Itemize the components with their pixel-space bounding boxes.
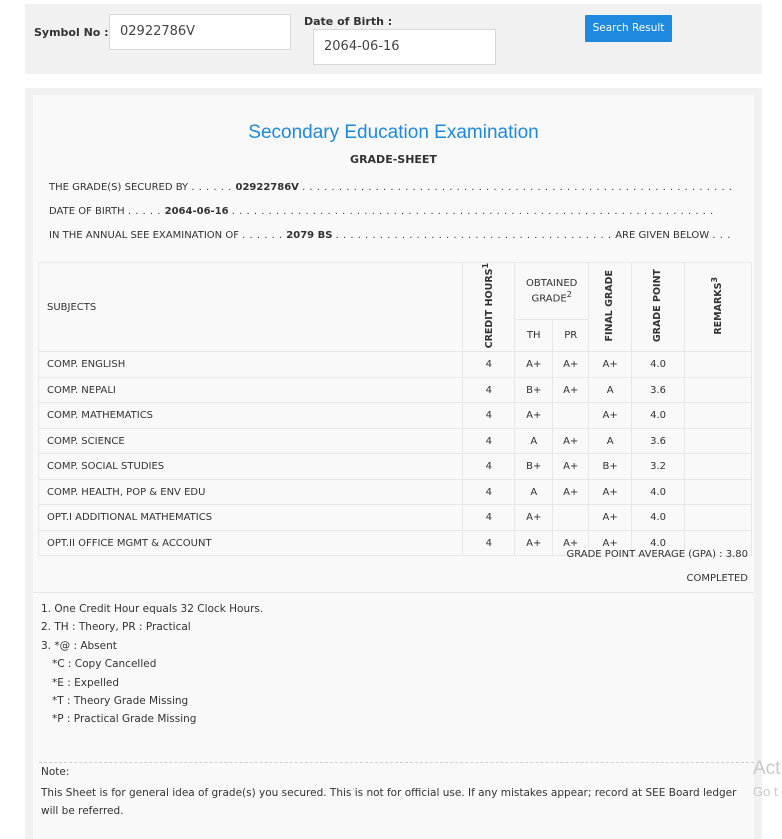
final-grade-cell: B+ [589, 454, 632, 480]
subjects-header: SUBJECTS [39, 263, 463, 352]
final-grade-cell: A+ [589, 530, 632, 556]
subject-cell: COMP. HEALTH, POP & ENV EDU [39, 479, 463, 505]
table-row [39, 377, 752, 403]
remarks-header: REMARKS$^3$ [685, 263, 752, 352]
credit-cell: 4 [463, 377, 515, 403]
exam-line: IN THE ANNUAL SEE EXAMINATION OF . . . . . . 2079 BS . . . . . . . . . . . . . . . . . . . . . . . . . . . . . . . . . . . . . . ARE GIVEN BELOW . . . [49, 230, 731, 241]
symbol-input[interactable]: 02922786V [109, 14, 291, 50]
subject-cell: OPT.II OFFICE MGMT & ACCOUNT [39, 530, 463, 556]
activation-watermark: Act [753, 758, 781, 779]
exam-prefix: IN THE ANNUAL SEE EXAMINATION OF [49, 230, 239, 241]
table-row [39, 454, 752, 480]
legend-notes [41, 600, 263, 729]
subject-cell: COMP. MATHEMATICS [39, 403, 463, 429]
credit-cell: 4 [463, 352, 515, 378]
obtained-grade-header: OBTAINED GRADE$^2$ [515, 263, 589, 320]
remarks-cell [685, 454, 752, 480]
note-item: 1. One Credit Hour equals 32 Clock Hours. [41, 603, 264, 615]
table-row [39, 428, 752, 454]
th-grade-cell: A [515, 428, 553, 454]
final-grade-cell: A+ [589, 352, 632, 378]
subject-cell: COMP. NEPALI [39, 377, 463, 403]
note-item: 2. TH : Theory, PR : Practical [41, 621, 191, 634]
remarks-cell [685, 479, 752, 505]
credit-cell: 4 [463, 403, 515, 429]
note-item: 3. *@ : Absent [41, 639, 117, 652]
divider [33, 592, 754, 593]
search-result-button[interactable]: Search Result [585, 15, 672, 42]
table-row [39, 505, 752, 531]
search-panel [25, 4, 762, 74]
pr-header: PR [553, 319, 589, 352]
table-row [39, 352, 752, 378]
symbol-label: Symbol No : [34, 26, 109, 39]
final-grade-cell: A+ [589, 403, 632, 429]
gpa-value: GRADE POINT AVERAGE (GPA) : 3.80 [566, 549, 748, 560]
subject-cell: OPT.I ADDITIONAL MATHEMATICS [39, 505, 463, 531]
pr-grade-cell: A+ [553, 377, 589, 403]
pr-grade-cell: A+ [553, 530, 589, 556]
note-item: *E : Expelled [52, 676, 120, 689]
subject-cell: COMP. ENGLISH [39, 352, 463, 378]
grade-point-cell: 4.0 [632, 530, 685, 556]
remarks-cell [685, 505, 752, 531]
pr-grade-cell: A+ [553, 479, 589, 505]
subject-cell: COMP. SCIENCE [39, 428, 463, 454]
grade-point-cell: 3.6 [632, 377, 685, 403]
credit-cell: 4 [463, 454, 515, 480]
remarks-cell [685, 352, 752, 378]
table-row [39, 403, 752, 429]
grade-sheet-title: GRADE-SHEET [350, 153, 437, 166]
dashed-divider [39, 762, 754, 763]
dob-prefix: DATE OF BIRTH [49, 206, 125, 217]
dob-value: 2064-06-16 [164, 206, 229, 217]
final-grade-cell: A [589, 377, 632, 403]
th-grade-cell: A+ [515, 505, 553, 531]
grade-point-cell: 3.6 [632, 428, 685, 454]
credit-hours-header: CREDIT HOURS$^1$ [463, 263, 515, 352]
note-text: This Sheet is for general idea of grade(s) you secured. This is not for official use. If any mistakes appear; record at SEE Board ledger will be referred. [41, 787, 737, 817]
final-grade-cell: A+ [589, 505, 632, 531]
note-item: *P : Practical Grade Missing [52, 713, 197, 726]
grade-point-header: GRADE POINT [632, 263, 685, 352]
th-grade-cell: A+ [515, 403, 553, 429]
grade-sheet [33, 95, 754, 839]
final-grade-cell: A+ [589, 479, 632, 505]
credit-cell: 4 [463, 505, 515, 531]
pr-grade-cell [553, 403, 589, 429]
th-grade-cell: A+ [515, 530, 553, 556]
secured-by-prefix: THE GRADE(S) SECURED BY [49, 182, 189, 193]
exam-suffix: ARE GIVEN BELOW [615, 230, 710, 241]
secured-by-value: 02922786V [235, 182, 299, 193]
credit-cell: 4 [463, 530, 515, 556]
pr-grade-cell [553, 505, 589, 531]
final-grade-cell: A [589, 428, 632, 454]
pr-grade-cell: A+ [553, 454, 589, 480]
credit-cell: 4 [463, 479, 515, 505]
grade-point-cell: 4.0 [632, 403, 685, 429]
note-item: *C : Copy Cancelled [52, 658, 157, 671]
pr-grade-cell: A+ [553, 428, 589, 454]
note-title: Note: [41, 766, 70, 778]
table-row [39, 479, 752, 505]
pr-grade-cell: A+ [553, 352, 589, 378]
activation-watermark-subtext: Go t [753, 784, 778, 799]
exam-title: Secondary Education Examination [248, 122, 539, 143]
th-grade-cell: B+ [515, 377, 553, 403]
credit-cell: 4 [463, 428, 515, 454]
final-grade-header: FINAL GRADE [589, 263, 632, 352]
th-grade-cell: A [515, 479, 553, 505]
remarks-cell [685, 403, 752, 429]
status-text: COMPLETED [686, 573, 748, 584]
remarks-cell [685, 377, 752, 403]
exam-value: 2079 BS [286, 230, 333, 241]
dob-input[interactable]: 2064-06-16 [313, 29, 496, 65]
th-header: TH [515, 319, 553, 352]
grade-point-cell: 3.2 [632, 454, 685, 480]
grade-point-cell: 4.0 [632, 479, 685, 505]
th-grade-cell: B+ [515, 454, 553, 480]
remarks-cell [685, 428, 752, 454]
subject-cell: COMP. SOCIAL STUDIES [39, 454, 463, 480]
secured-by-line: THE GRADE(S) SECURED BY . . . . . . 02922786V . . . . . . . . . . . . . . . . . . . . . . . . . . . . . . . . . . . . . . . . . . . . . . . . . . . . . . . . . . . [49, 182, 733, 193]
note-item: *T : Theory Grade Missing [52, 695, 189, 708]
grade-point-cell: 4.0 [632, 352, 685, 378]
th-grade-cell: A+ [515, 352, 553, 378]
dob-line: DATE OF BIRTH . . . . . 2064-06-16 . . . . . . . . . . . . . . . . . . . . . . . . . . . . . . . . . . . . . . . . . . . . . . . . . . . . . . . . . . . . . . . . . . [49, 206, 714, 217]
grade-point-cell: 4.0 [632, 505, 685, 531]
grade-table [38, 262, 752, 556]
result-panel [25, 88, 762, 839]
dob-label: Date of Birth : [304, 15, 393, 28]
